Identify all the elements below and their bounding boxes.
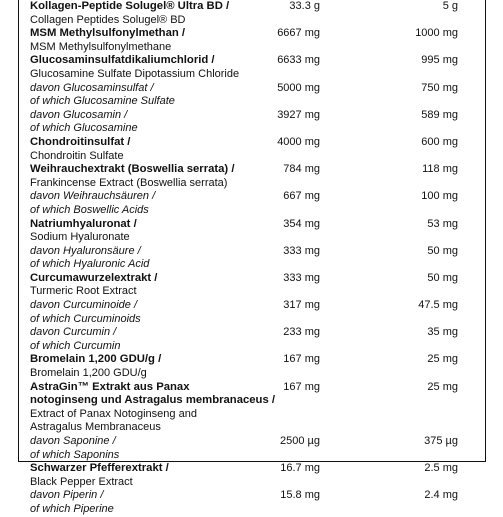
table-row [30,476,486,490]
table-row [30,489,486,503]
amount-per-daily-dose: 16.7 mg [280,462,320,475]
ingredient-name: davon Glucosaminsulfat / [30,81,154,94]
amount-per-serving: 50 mg [427,244,458,257]
ingredient-name: Natriumhyaluronat / [30,217,137,230]
amount-per-daily-dose: 167 mg [283,380,320,393]
amount-per-daily-dose: 3927 mg [277,108,320,121]
table-row [30,0,486,14]
table-row [30,394,486,408]
ingredient-name: Turmeric Root Extract [30,285,137,298]
amount-per-serving: 589 mg [421,108,458,121]
amount-per-daily-dose: 33.3 g [289,0,320,12]
table-row [30,95,486,109]
ingredient-name: of which Saponins [30,448,120,461]
ingredient-name: MSM Methylsulfonylmethan / [30,27,186,40]
table-row [30,245,486,259]
amount-per-daily-dose: 2500 µg [280,435,320,447]
ingredient-name: Collagen Peptides Solugel® BD [30,13,186,26]
amount-per-daily-dose: 667 mg [283,190,320,203]
ingredient-name: Chondroitin Sulfate [30,149,124,162]
amount-per-serving: 995 mg [421,54,458,67]
ingredient-name: AstraGin™ Extrakt aus Panax [30,380,190,393]
amount-per-serving: 50 mg [427,271,458,284]
table-row [30,27,486,41]
ingredient-name: Extract of Panax Notoginseng and [30,407,197,420]
amount-per-serving: 25 mg [427,353,458,366]
amount-per-daily-dose: 354 mg [283,217,320,230]
ingredient-name: of which Piperine [30,502,114,515]
ingredient-name: davon Saponine / [30,435,116,447]
ingredient-name: davon Weihrauchsäuren / [30,190,156,203]
ingredient-name: Bromelain 1,200 GDU/g / [30,353,162,366]
ingredient-name: Glucosaminsulfatdikaliumchlorid / [30,54,215,67]
amount-per-daily-dose: 6633 mg [277,54,320,67]
table-row [30,190,486,204]
table-row [30,41,486,55]
amount-per-serving: 47.5 mg [418,299,458,312]
amount-per-serving: 2.5 mg [424,462,458,475]
ingredient-name: of which Curcumin [30,339,121,352]
table-row [30,503,486,517]
amount-per-serving: 1000 mg [415,27,458,40]
table-row [30,326,486,340]
table-row [30,353,486,367]
amount-per-daily-dose: 317 mg [283,299,320,312]
ingredient-name: davon Glucosamin / [30,108,128,121]
table-row [30,122,486,136]
ingredient-name: of which Glucosamine Sulfate [30,95,175,108]
ingredient-name: of which Hyaluronic Acid [30,258,150,271]
ingredient-name: of which Curcuminoids [30,312,141,325]
amount-per-serving: 35 mg [427,326,458,339]
table-row [30,204,486,218]
ingredient-name: davon Curcuminoide / [30,299,138,312]
amount-per-daily-dose: 333 mg [283,271,320,284]
amount-per-serving: 100 mg [421,190,458,203]
amount-per-daily-dose: 333 mg [283,244,320,257]
amount-per-daily-dose: 15.8 mg [280,489,320,502]
amount-per-serving: 53 mg [427,217,458,230]
ingredient-name: Curcumawurzelextrakt / [30,271,158,284]
ingredient-name: MSM Methylsulfonylmethane [30,40,172,53]
table-row [30,435,486,449]
table-row [30,367,486,381]
ingredient-name: Schwarzer Pfefferextrakt / [30,462,169,475]
table-row [30,82,486,96]
amount-per-serving: 5 g [442,0,458,12]
amount-per-daily-dose: 167 mg [283,353,320,366]
amount-per-daily-dose: 784 mg [283,163,320,176]
table-row [30,381,486,395]
ingredient-name: Black Pepper Extract [30,475,133,488]
table-row [30,285,486,299]
table-row [30,299,486,313]
amount-per-serving: 375 µg [424,435,458,447]
amount-per-daily-dose: 4000 mg [277,135,320,148]
table-row [30,54,486,68]
table-row [30,462,486,476]
ingredient-name: Glucosamine Sulfate Dipotassium Chloride [30,67,240,80]
table-row [30,272,486,286]
table-row [30,340,486,354]
table-row [30,150,486,164]
table-row [30,218,486,232]
table-row [30,177,486,191]
ingredient-name: Bromelain 1,200 GDU/g [30,367,147,380]
ingredient-name: of which Glucosamine [30,122,138,135]
amount-per-serving: 118 mg [422,163,458,176]
table-row [30,449,486,463]
table-row [30,163,486,177]
amount-per-serving: 25 mg [427,380,458,393]
ingredient-name: Astragalus Membranaceus [30,421,161,434]
table-row [30,421,486,435]
ingredient-name: Chondroitinsulfat / [30,135,131,148]
ingredient-name: davon Piperin / [30,489,104,502]
amount-per-daily-dose: 6667 mg [277,27,320,40]
table-row [30,258,486,272]
table-row [30,231,486,245]
table-row [30,313,486,327]
table-row [30,14,486,28]
amount-per-serving: 750 mg [421,81,458,94]
amount-per-daily-dose: 233 mg [283,326,320,339]
table-row [30,68,486,82]
ingredient-name: davon Hyaluronsäure / [30,244,141,257]
ingredient-name: Sodium Hyaluronate [30,231,130,244]
table-row [30,136,486,150]
ingredient-name: Weihrauchextrakt (Boswellia serrata) / [30,163,235,176]
ingredient-name: of which Boswellic Acids [30,203,149,216]
amount-per-serving: 600 mg [421,135,458,148]
amount-per-serving: 2.4 mg [424,489,458,502]
table-row [30,109,486,123]
ingredient-name: notoginseng und Astragalus membranaceus / [30,394,276,407]
nutrition-table [30,0,486,517]
ingredient-name: davon Curcumin / [30,326,117,339]
amount-per-daily-dose: 5000 mg [277,81,320,94]
ingredient-name: Kollagen-Peptide Solugel® Ultra BD / [30,0,230,12]
ingredient-name: Frankincense Extract (Boswellia serrata) [30,176,228,189]
table-row [30,408,486,422]
